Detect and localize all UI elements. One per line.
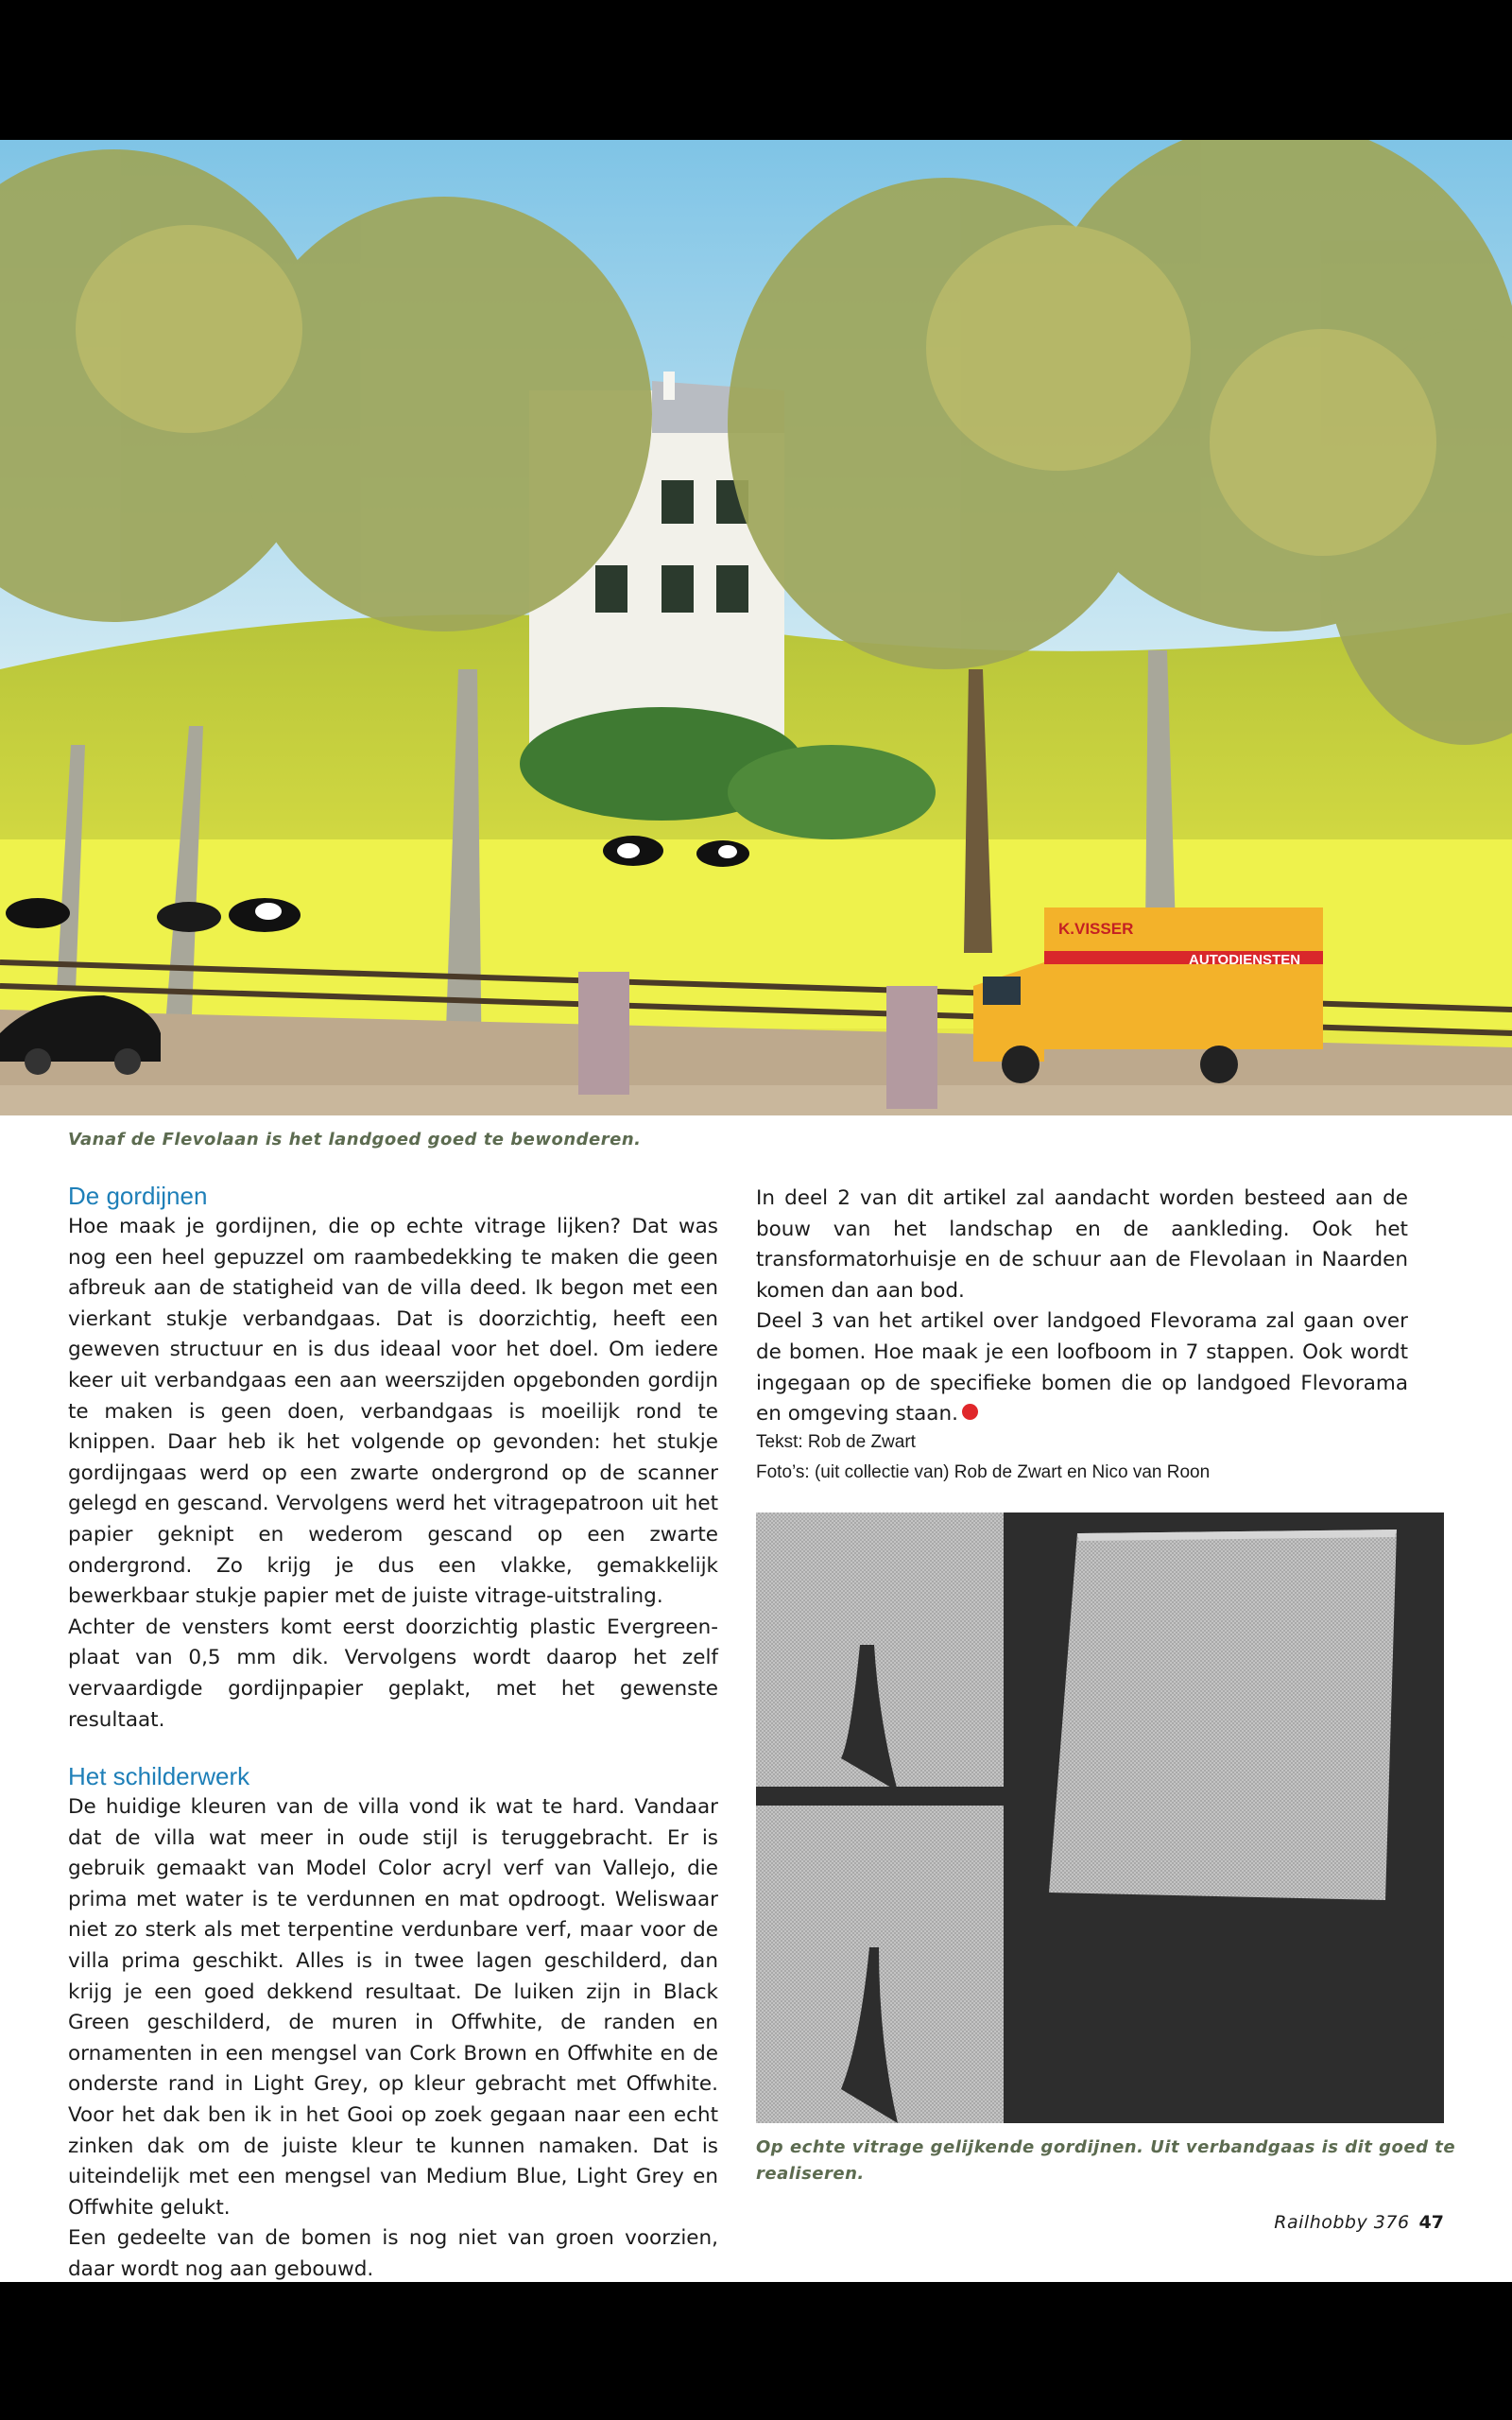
page-number: 47 [1418, 2212, 1444, 2233]
caption-bottom [756, 2135, 1455, 2187]
right-column [756, 1184, 1408, 1430]
landscape-photo [0, 140, 1512, 1115]
magazine-page [0, 140, 1512, 2282]
caption-bottom-line1: Op echte vitrage gelijkende gordijnen. Uit verbandgaas is dit goed te [756, 2137, 1456, 2157]
model-railway-scene [0, 140, 1512, 1115]
paragraph-deel-3-text: Deel 3 van het artikel over landgoed Flevorama zal gaan over de bomen. Hoe maak je een loofboom in 7 stappen. Ook wordt ingegaan op de specifieke bomen die op landgoed Flevorama en omgeving staan. [756, 1309, 1408, 1426]
paragraph-deel-3 [756, 1306, 1408, 1429]
left-column [68, 1180, 718, 2282]
caption-top: Vanaf de Flevolaan is het landgoed goed te bewonderen. [68, 1130, 642, 1150]
paragraph-deel-2: In deel 2 van dit artikel zal aandacht worden besteed aan de bouw van het landschap en de aankleding. Ook het transformatorhuisje en de schuur aan de Flevolaan in Naarden komen dan aan bod. [756, 1186, 1408, 1303]
paragraph-schilderwerk-1: De huidige kleuren van de villa vond ik wat te hard. Vandaar dat de villa wat meer in oude stijl is teruggebracht. Er is gebruik gemaakt van Model Color acryl verf van Vallejo, die prima met water is te verdunnen en mat opdroogt. Weliswaar niet zo sterk als met terpentine verdunbare verf, maar voor de villa prima geschikt. Alles is in twee lagen geschilderd, dan krijg je een goed dekkend resultaat. De luiken zijn in Black Green geschilderd, de muren in Offwhite, de randen en ornamenten in een mengsel van Cork Brown en Offwhite en de onderste rand in Light Grey, op kleur gebracht met Offwhite. Voor het dak ben ik in het Gooi op zoek gegaan naar een echt zinken dak om de juiste kleur te kunnen namaken. Dat is uiteindelijk met een mengsel van Medium Blue, Light Grey en Offwhite gelukt. [68, 1795, 718, 2220]
truck-sign-left: K.VISSER [1058, 920, 1134, 938]
paragraph-gordijnen-2: Achter de vensters komt eerst doorzichtig plastic Evergreen-plaat van 0,5 mm dik. Vervolgens wordt daarop het zelf vervaardigde gordijnpapier geplakt, met het gewenste resultaat. [68, 1615, 718, 1732]
paragraph-gordijnen-1: Hoe maak je gordijnen, die op echte vitrage lijken? Dat was nog een heel gepuzzel om raambedekking te maken die geen afbreuk aan de statigheid van de villa deed. Ik begon met een vierkant stukje verbandgaas. Dat is doorzichtig, heeft een geweven structuur en is dus ideaal voor het doel. Om iedere keer uit verbandgaas een aan weerszijden opgebonden gordijn te maken is geen doen, verbandgaas is moeilijk rond te knippen. Daar heb ik het volgende op gevonden: het stukje gordijngaas werd op een zwarte ondergrond op de scanner gelegd en gescand. Vervolgens werd het vitragepatroon uit het papier geknipt en wederom gescand op een zwarte ondergrond. Zo krijg je dus een vlakke, gemakkelijk bewerkbaar stukje papier met de juiste vitrage-uitstraling. [68, 1215, 718, 1609]
caption-bottom-line2: realiseren. [756, 2164, 865, 2184]
credits [756, 1427, 1210, 1488]
gauze-photo [756, 1512, 1444, 2123]
credit-photos: Foto’s: (uit collectie van) Rob de Zwart en Nico van Roon [756, 1462, 1211, 1482]
heading-gordijnen: De gordijnen [68, 1182, 208, 1210]
paragraph-schilderwerk-2: Een gedeelte van de bomen is nog niet van groen voorzien, daar wordt nog aan gebouwd. [68, 2226, 718, 2281]
page-footer [1274, 2212, 1444, 2233]
magazine-name: Railhobby 376 [1274, 2212, 1410, 2233]
credit-text: Tekst: Rob de Zwart [756, 1432, 916, 1452]
end-dot-icon [962, 1404, 978, 1420]
truck-sign-right: AUTODIENSTEN [1189, 952, 1301, 968]
gauze-curtains-image [756, 1512, 1444, 2123]
heading-schilderwerk: Het schilderwerk [68, 1762, 250, 1791]
